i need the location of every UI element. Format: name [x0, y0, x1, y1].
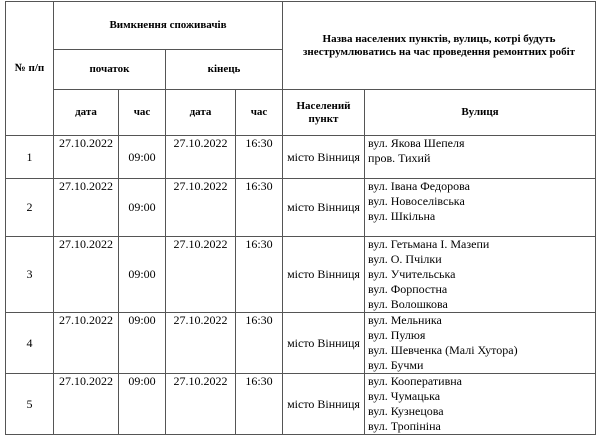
street: вул. Якова Шепеля — [368, 136, 465, 150]
settlement: місто Вінниця — [283, 374, 365, 435]
street: вул. О. Пчілки — [368, 252, 442, 266]
settlement: місто Вінниця — [283, 136, 365, 179]
outage-schedule-table — [5, 1, 596, 435]
header-settlement: Населений пункт — [283, 90, 365, 136]
street-list — [365, 237, 596, 313]
street: вул. Бучми — [368, 358, 424, 372]
start-time: 09:00 — [119, 136, 166, 179]
header-street: Вулиця — [365, 90, 596, 136]
row-number: 1 — [6, 136, 54, 179]
table-row — [6, 313, 596, 374]
end-time: 16:30 — [236, 374, 283, 435]
start-date: 27.10.2022 — [54, 313, 119, 374]
street: вул. Шкільна — [368, 209, 436, 223]
street: вул. Мельника — [368, 313, 442, 327]
table-row — [6, 237, 596, 313]
start-time: 09:00 — [119, 237, 166, 313]
header-end: кінець — [166, 50, 283, 90]
street: вул. Учительська — [368, 267, 456, 281]
table-row — [6, 179, 596, 237]
row-number: 2 — [6, 179, 54, 237]
end-date: 27.10.2022 — [166, 136, 236, 179]
street: вул. Івана Федорова — [368, 179, 470, 193]
settlement: місто Вінниця — [283, 179, 365, 237]
table-row — [6, 136, 596, 179]
end-date: 27.10.2022 — [166, 237, 236, 313]
street: вул. Тропініна — [368, 419, 441, 433]
street: вул. Волошкова — [368, 297, 448, 311]
street-list — [365, 179, 596, 237]
start-time: 09:00 — [119, 374, 166, 435]
header-shutdown: Вимкнення споживачів — [54, 2, 283, 50]
street-list — [365, 313, 596, 374]
end-date: 27.10.2022 — [166, 179, 236, 237]
end-date: 27.10.2022 — [166, 313, 236, 374]
street: вул. Форпостна — [368, 282, 448, 296]
start-time: 09:00 — [119, 313, 166, 374]
start-date: 27.10.2022 — [54, 237, 119, 313]
row-number: 5 — [6, 374, 54, 435]
street: вул. Гетьмана І. Мазепи — [368, 237, 490, 251]
row-number: 4 — [6, 313, 54, 374]
end-date: 27.10.2022 — [166, 374, 236, 435]
street: вул. Кооперативна — [368, 374, 462, 388]
street: вул. Чумацька — [368, 389, 441, 403]
row-number: 3 — [6, 237, 54, 313]
start-time: 09:00 — [119, 179, 166, 237]
header-start-time: час — [119, 90, 166, 136]
street-list — [365, 136, 596, 179]
street: вул. Пулюя — [368, 328, 426, 342]
street: вул. Новоселівська — [368, 194, 465, 208]
end-time: 16:30 — [236, 179, 283, 237]
header-end-date: дата — [166, 90, 236, 136]
end-time: 16:30 — [236, 313, 283, 374]
start-date: 27.10.2022 — [54, 136, 119, 179]
street: вул. Шевченка (Малі Хутора) — [368, 343, 518, 357]
end-time: 16:30 — [236, 237, 283, 313]
header-number: № п/п — [6, 2, 54, 136]
street-list — [365, 374, 596, 435]
settlement: місто Вінниця — [283, 313, 365, 374]
end-time: 16:30 — [236, 136, 283, 179]
table-row — [6, 374, 596, 435]
settlement: місто Вінниця — [283, 237, 365, 313]
header-end-time: час — [236, 90, 283, 136]
header-start: початок — [54, 50, 166, 90]
start-date: 27.10.2022 — [54, 374, 119, 435]
start-date: 27.10.2022 — [54, 179, 119, 237]
header-start-date: дата — [54, 90, 119, 136]
street: пров. Тихий — [368, 151, 431, 165]
header-names-title: Назва населених пунктів, вулиць, котрі будуть знеструмлюватись на час проведення ремонтних робіт — [283, 2, 596, 90]
street: вул. Кузнецова — [368, 404, 444, 418]
